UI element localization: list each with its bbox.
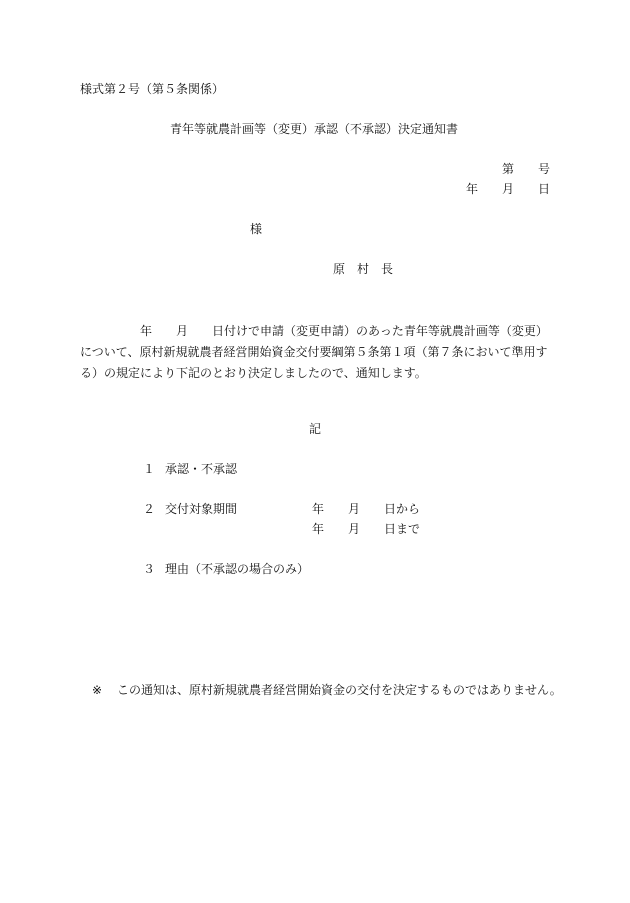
body-line: 年 月 日付けで申請（変更申請）のあった青年等就農計画等（変更）: [80, 324, 548, 338]
item-2-label: 交付対象期間: [165, 502, 238, 516]
item-3-label: 理由（不承認の場合のみ）: [165, 562, 310, 576]
document-title: 青年等就農計画等（変更）承認（不承認）決定通知書: [170, 122, 459, 136]
note-mark: ※: [92, 683, 103, 697]
document-number: 第 号: [501, 162, 550, 176]
item-2-period-from: 年 月 日から: [312, 502, 421, 516]
item-2-period-to: 年 月 日まで: [312, 522, 421, 536]
form-number: 様式第２号（第５条関係）: [80, 82, 225, 96]
body-line: る）の規定により下記のとおり決定しましたので、通知します。: [80, 366, 427, 380]
item-1-number: １: [143, 462, 156, 476]
item-1-label: 承認・不承認: [165, 462, 238, 476]
body-line: について、原村新規就農者経営開始資金交付要綱第５条第１項（第７条において準用す: [80, 345, 548, 359]
item-3-number: ３: [143, 562, 156, 576]
notice-body: [80, 321, 560, 384]
addressee-suffix: 様: [250, 222, 263, 236]
item-2-number: ２: [143, 502, 156, 516]
ki-heading: 記: [309, 422, 322, 436]
note-text: この通知は、原村新規就農者経営開始資金の交付を決定するものではありません。: [117, 683, 562, 697]
issue-date: 年 月 日: [465, 182, 550, 196]
issuer-name: 原 村 長: [333, 262, 394, 276]
